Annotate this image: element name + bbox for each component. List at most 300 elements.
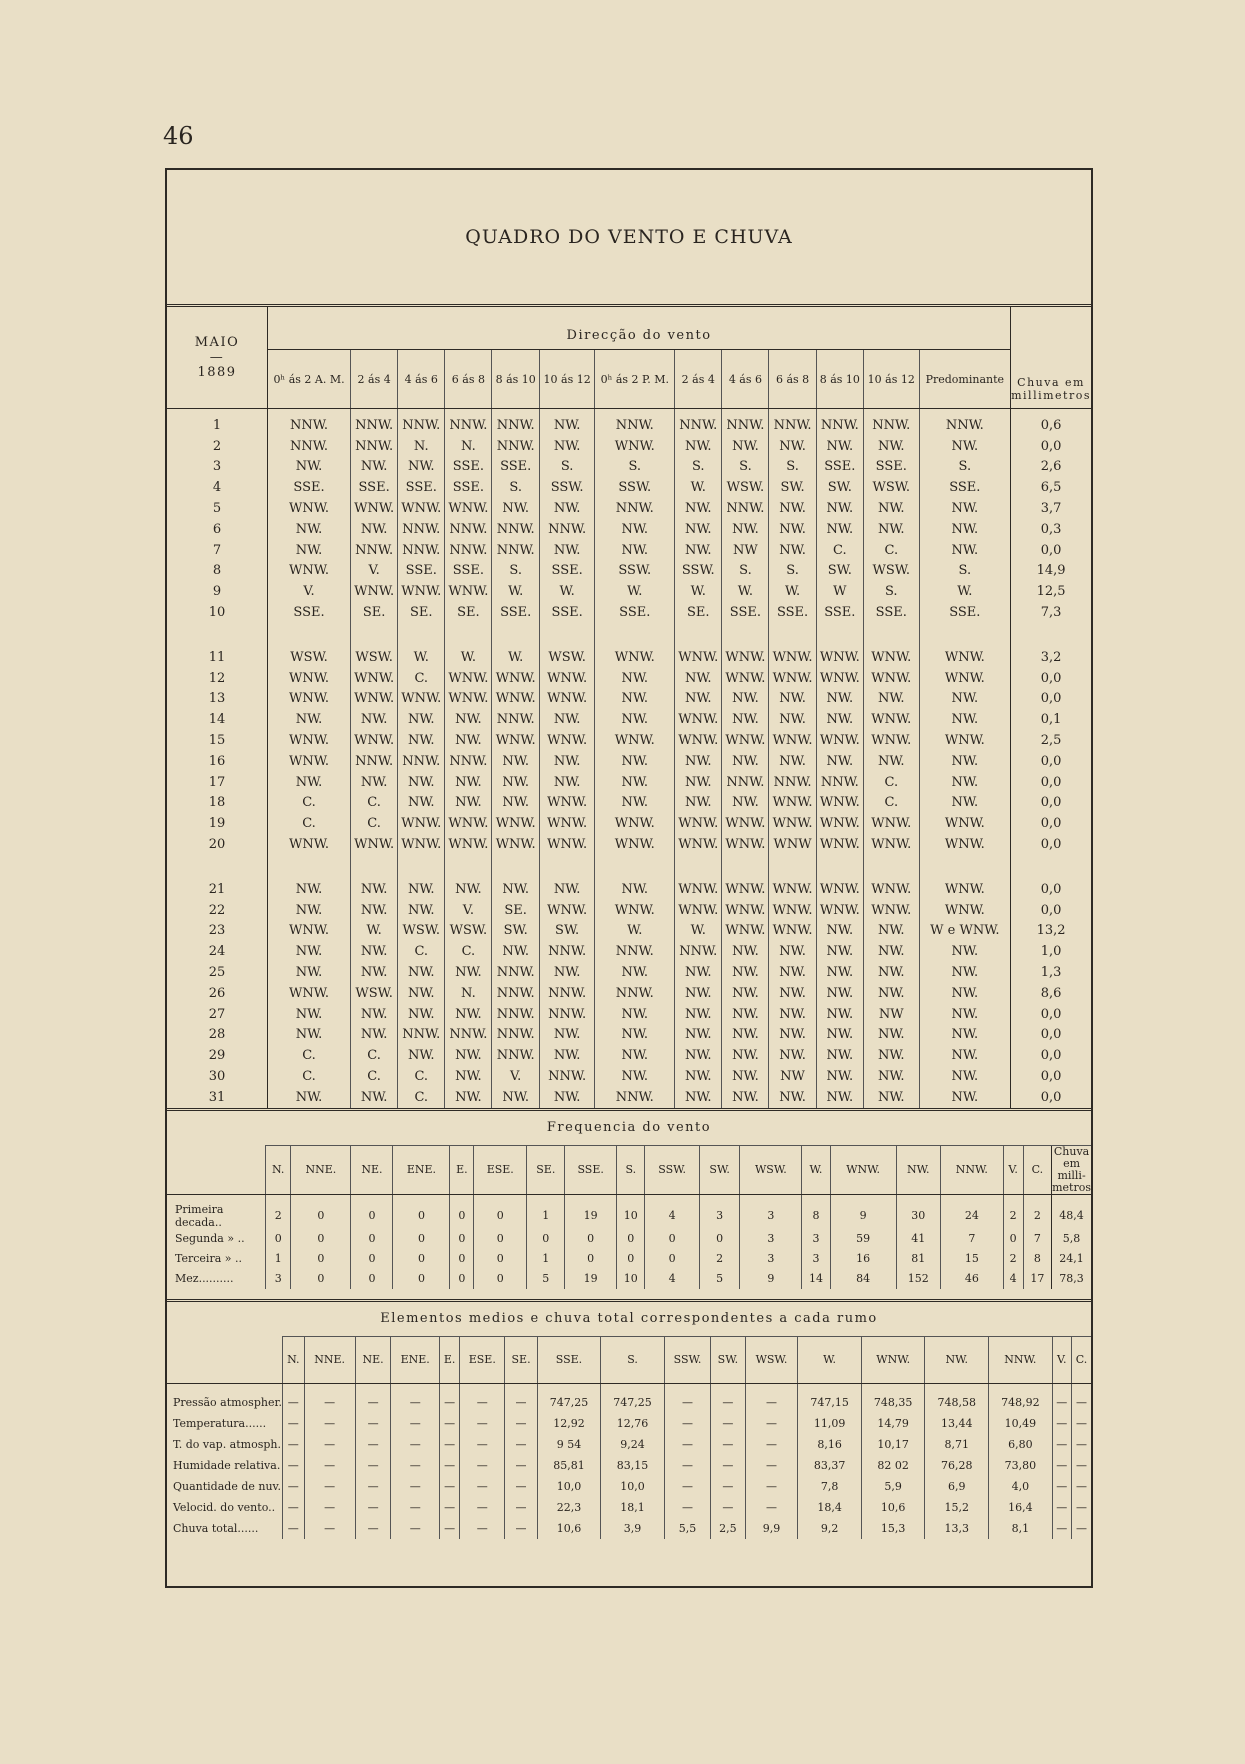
value-cell: 6,80 (989, 1434, 1053, 1455)
direction-cell: NNW. (398, 1025, 445, 1046)
direction-cell: SSE. (398, 561, 445, 582)
day-cell: 7 (167, 540, 268, 561)
value-cell: — (391, 1383, 440, 1413)
direction-cell: NNW. (351, 409, 398, 436)
direction-cell: WNW. (595, 900, 675, 921)
column-header: WSW. (745, 1336, 798, 1383)
column-header: SSW. (645, 1145, 699, 1194)
day-cell: 31 (167, 1087, 268, 1108)
column-header: ENE. (393, 1145, 450, 1194)
direction-cell: V. (492, 1066, 539, 1087)
direction-cell: NNW. (722, 409, 769, 436)
value-cell: 12,76 (601, 1413, 665, 1434)
direction-cell: WNW. (351, 689, 398, 710)
direction-cell: S. (769, 457, 816, 478)
direction-cell: WNW. (268, 498, 351, 519)
value-cell: 15,3 (861, 1518, 925, 1539)
rain-cell: 0,3 (1011, 519, 1091, 540)
rain-cell: 48,4 (1052, 1194, 1091, 1229)
value-cell: 9,2 (798, 1518, 862, 1539)
table-row (167, 647, 1091, 668)
value-cell: 9,24 (601, 1434, 665, 1455)
direction-cell: WNW. (816, 879, 863, 900)
direction-cell: NW. (919, 519, 1011, 540)
gap-cell (398, 855, 445, 879)
direction-cell: WNW. (492, 689, 539, 710)
direction-cell: W. (675, 581, 722, 602)
direction-cell: WNW. (539, 689, 594, 710)
direction-cell: NNW. (539, 983, 594, 1004)
value-cell: 9,9 (745, 1518, 798, 1539)
direction-cell: SSE. (816, 457, 863, 478)
direction-cell: WNW. (675, 709, 722, 730)
direction-cell: NW. (722, 751, 769, 772)
value-cell: 1 (527, 1249, 565, 1269)
column-header: 10 ás 12 (539, 350, 594, 409)
value-cell: 3 (740, 1194, 802, 1229)
direction-cell: NW. (864, 498, 919, 519)
value-cell: 2 (1023, 1194, 1052, 1229)
direction-cell: NW. (268, 1004, 351, 1025)
direction-cell: WNW. (864, 900, 919, 921)
direction-cell: NW. (864, 941, 919, 962)
direction-cell: NW. (445, 1045, 492, 1066)
column-header: SSW. (664, 1336, 710, 1383)
direction-cell: NW. (595, 689, 675, 710)
direction-cell: NW. (595, 879, 675, 900)
direction-cell: NW. (492, 751, 539, 772)
direction-cell: NW. (595, 1045, 675, 1066)
direction-cell: NW. (816, 941, 863, 962)
value-cell: 0 (450, 1229, 474, 1249)
value-cell: — (304, 1518, 355, 1539)
value-cell: — (460, 1497, 505, 1518)
rain-cell: 0,0 (1011, 1045, 1091, 1066)
direction-cell: NW. (816, 519, 863, 540)
direction-cell: WNW. (675, 647, 722, 668)
direction-cell: N. (445, 983, 492, 1004)
column-header: WSW. (740, 1145, 802, 1194)
table-title: QUADRO DO VENTO E CHUVA (167, 170, 1091, 307)
direction-cell: C. (268, 813, 351, 834)
gap-cell (167, 623, 268, 647)
direction-cell: NW. (351, 519, 398, 540)
value-cell: — (1052, 1413, 1071, 1434)
direction-cell: WNW. (445, 689, 492, 710)
direction-cell: NW. (864, 519, 919, 540)
elements-title: Elementos medios e chuva total correspondentes a cada rumo (380, 1310, 878, 1326)
direction-cell: NW. (398, 730, 445, 751)
table-row (167, 1066, 1091, 1087)
direction-cell: WNW. (492, 730, 539, 751)
value-cell: — (1071, 1434, 1091, 1455)
direction-cell: WSW. (351, 647, 398, 668)
gap-cell (675, 855, 722, 879)
direction-cell: S. (722, 457, 769, 478)
column-header: 0ʰ ás 2 P. M. (595, 350, 675, 409)
value-cell: 85,81 (537, 1455, 601, 1476)
value-cell: 10,49 (989, 1413, 1053, 1434)
direction-cell: NW. (351, 900, 398, 921)
value-cell: 59 (830, 1229, 896, 1249)
column-header: N. (266, 1145, 291, 1194)
value-cell: — (283, 1383, 305, 1413)
value-cell: — (283, 1413, 305, 1434)
value-cell: 30 (896, 1194, 940, 1229)
column-header: Predominante (919, 350, 1011, 409)
value-cell: 0 (291, 1229, 351, 1249)
rain-cell: 6,5 (1011, 477, 1091, 498)
row-label: Chuva total...... (173, 1521, 259, 1535)
gap-cell (722, 623, 769, 647)
gap-cell (864, 623, 919, 647)
gap-cell (816, 855, 863, 879)
value-cell: — (355, 1476, 391, 1497)
direction-cell: NW. (675, 498, 722, 519)
day-cell: 15 (167, 730, 268, 751)
value-cell: — (283, 1518, 305, 1539)
direction-cell: NW. (492, 772, 539, 793)
direction-cell: WNW. (398, 498, 445, 519)
direction-cell: SSE. (864, 602, 919, 623)
day-cell: 1 (167, 409, 268, 436)
direction-cell: NNW. (539, 519, 594, 540)
direction-cell: WSW. (722, 477, 769, 498)
table-row (167, 1434, 1091, 1455)
direction-cell: C. (398, 941, 445, 962)
value-cell: 83,15 (601, 1455, 665, 1476)
gap-cell (492, 855, 539, 879)
value-cell: — (505, 1455, 537, 1476)
day-cell: 21 (167, 879, 268, 900)
value-cell: — (304, 1455, 355, 1476)
table-row (167, 477, 1091, 498)
direction-cell: C. (864, 540, 919, 561)
direction-cell: WNW. (864, 709, 919, 730)
value-cell: 10,0 (601, 1476, 665, 1497)
direction-cell: WNW. (864, 879, 919, 900)
direction-cell: C. (351, 793, 398, 814)
value-cell: 81 (896, 1249, 940, 1269)
gap-cell (595, 855, 675, 879)
row-label: Temperatura...... (173, 1416, 267, 1430)
value-cell: — (1052, 1518, 1071, 1539)
direction-cell: SSE. (445, 561, 492, 582)
value-cell: 0 (474, 1249, 527, 1269)
direction-cell: NW. (919, 962, 1011, 983)
direction-cell: NW. (919, 1087, 1011, 1108)
value-cell: 0 (266, 1229, 291, 1249)
value-cell: — (1052, 1383, 1071, 1413)
direction-cell: S. (492, 561, 539, 582)
value-cell: 748,35 (861, 1383, 925, 1413)
direction-cell: SSE. (919, 602, 1011, 623)
gap-cell (445, 623, 492, 647)
value-cell: 0 (351, 1269, 393, 1289)
value-cell: — (1071, 1497, 1091, 1518)
column-header: ESE. (460, 1336, 505, 1383)
value-cell: — (711, 1434, 745, 1455)
column-header: E. (450, 1145, 474, 1194)
day-cell: 14 (167, 709, 268, 730)
value-cell: — (1071, 1413, 1091, 1434)
direction-cell: NW. (268, 519, 351, 540)
direction-cell: NW (864, 1004, 919, 1025)
value-cell: 10 (617, 1194, 645, 1229)
value-cell: 83,37 (798, 1455, 862, 1476)
direction-cell: S. (722, 561, 769, 582)
direction-cell: NNW. (492, 1004, 539, 1025)
value-cell: 2 (266, 1194, 291, 1229)
direction-cell: NW. (864, 1066, 919, 1087)
column-header: WNW. (830, 1145, 896, 1194)
direction-cell: NW. (445, 1004, 492, 1025)
column-header: SSE. (565, 1145, 617, 1194)
day-cell: 6 (167, 519, 268, 540)
direction-cell: NW. (351, 709, 398, 730)
direction-cell: NW. (445, 730, 492, 751)
gap-cell (167, 855, 268, 879)
day-cell: 22 (167, 900, 268, 921)
value-cell: — (304, 1434, 355, 1455)
direction-cell: NW. (492, 941, 539, 962)
direction-cell: NW. (398, 457, 445, 478)
direction-cell: NW. (595, 668, 675, 689)
direction-cell: S. (919, 561, 1011, 582)
value-cell: 3 (740, 1229, 802, 1249)
value-cell: — (505, 1497, 537, 1518)
rain-header: Chuva em milli-metros (1052, 1144, 1091, 1194)
direction-cell: NW. (769, 1025, 816, 1046)
direction-cell: NNW. (445, 519, 492, 540)
direction-cell: NNW. (816, 772, 863, 793)
value-cell: 0 (393, 1249, 450, 1269)
row-label-header (167, 1336, 283, 1383)
direction-cell: NW. (595, 1066, 675, 1087)
direction-cell: NW. (398, 962, 445, 983)
direction-cell: NW. (539, 1045, 594, 1066)
direction-cell: NW. (816, 498, 863, 519)
direction-cell: NW. (675, 519, 722, 540)
value-cell: 10,0 (537, 1476, 601, 1497)
value-cell: 3,9 (601, 1518, 665, 1539)
value-cell: 3 (802, 1229, 830, 1249)
direction-cell: WNW. (351, 730, 398, 751)
value-cell: 0 (565, 1249, 617, 1269)
column-header: SE. (527, 1145, 565, 1194)
value-cell: 0 (474, 1229, 527, 1249)
value-cell: — (440, 1383, 460, 1413)
direction-cell: WNW. (769, 921, 816, 942)
column-header: ESE. (474, 1145, 527, 1194)
value-cell: 0 (699, 1229, 740, 1249)
direction-cell: WNW. (351, 668, 398, 689)
rain-cell: 13,2 (1011, 921, 1091, 942)
value-cell: 747,25 (537, 1383, 601, 1413)
rain-cell: 24,1 (1052, 1249, 1091, 1269)
table-row (167, 1518, 1091, 1539)
rain-cell: 0,0 (1011, 813, 1091, 834)
direction-cell: WSW. (351, 983, 398, 1004)
value-cell: 18,4 (798, 1497, 862, 1518)
row-label: T. do vap. atmosph. (173, 1437, 281, 1451)
table-row (167, 457, 1091, 478)
direction-cell: WNW. (864, 647, 919, 668)
direction-cell: NW. (492, 498, 539, 519)
direction-cell: NW. (769, 519, 816, 540)
direction-cell: NW. (919, 1025, 1011, 1046)
value-cell: 8 (802, 1194, 830, 1229)
value-cell: 2 (1003, 1249, 1023, 1269)
value-cell: — (1052, 1434, 1071, 1455)
direction-cell: NNW. (351, 540, 398, 561)
direction-cell: NW. (816, 1025, 863, 1046)
direction-cell: WNW. (722, 921, 769, 942)
direction-cell: NW. (864, 751, 919, 772)
table-row (167, 498, 1091, 519)
direction-cell: W. (398, 647, 445, 668)
value-cell: 748,92 (989, 1383, 1053, 1413)
value-cell: — (355, 1518, 391, 1539)
value-cell: — (1052, 1497, 1071, 1518)
value-cell: — (440, 1455, 460, 1476)
direction-cell: NNW. (492, 1045, 539, 1066)
direction-header: Direcção do vento (268, 307, 1011, 350)
value-cell: — (460, 1476, 505, 1497)
direction-cell: NW. (816, 921, 863, 942)
gap-cell (351, 623, 398, 647)
column-header: C. (1071, 1336, 1091, 1383)
direction-cell: NW. (351, 457, 398, 478)
direction-cell: W. (595, 921, 675, 942)
direction-cell: WNW. (351, 498, 398, 519)
value-cell: — (1071, 1455, 1091, 1476)
direction-cell: NW. (268, 540, 351, 561)
direction-cell: NW. (539, 751, 594, 772)
rain-cell: 0,6 (1011, 409, 1091, 436)
value-cell: 0 (645, 1229, 699, 1249)
column-header: 8 ás 10 (816, 350, 863, 409)
gap-cell (864, 855, 919, 879)
direction-cell: NW. (864, 1087, 919, 1108)
direction-cell: NW. (816, 1087, 863, 1108)
direction-cell: NNW. (492, 519, 539, 540)
direction-cell: NNW. (351, 436, 398, 457)
direction-cell: NW. (351, 879, 398, 900)
direction-cell: W. (595, 581, 675, 602)
direction-cell: SE. (351, 602, 398, 623)
decade-gap (167, 855, 1091, 879)
direction-cell: SSE. (445, 457, 492, 478)
direction-cell: NW. (351, 1004, 398, 1025)
direction-cell: WNW. (268, 689, 351, 710)
gap-cell (919, 623, 1011, 647)
value-cell: 73,80 (989, 1455, 1053, 1476)
table-row (167, 921, 1091, 942)
row-label: Segunda » .. (175, 1232, 245, 1246)
direction-cell: S. (539, 457, 594, 478)
direction-cell: SW. (492, 921, 539, 942)
value-cell: 0 (617, 1249, 645, 1269)
direction-cell: NW. (268, 1025, 351, 1046)
column-header: NNE. (304, 1336, 355, 1383)
value-cell: 0 (291, 1194, 351, 1229)
rain-cell: 2,5 (1011, 730, 1091, 751)
direction-cell: WNW. (722, 834, 769, 855)
direction-cell: NW. (268, 457, 351, 478)
direction-cell: NW. (539, 709, 594, 730)
direction-cell: NW. (445, 879, 492, 900)
frequency-table (167, 1145, 1091, 1289)
direction-cell: NW. (595, 1025, 675, 1046)
direction-cell: NNW. (398, 409, 445, 436)
value-cell: 3 (740, 1249, 802, 1269)
direction-cell: WNW. (595, 647, 675, 668)
value-cell: — (440, 1413, 460, 1434)
value-cell: 9 54 (537, 1434, 601, 1455)
direction-cell: NNW. (539, 941, 594, 962)
direction-cell: NW. (769, 540, 816, 561)
direction-cell: WNW. (919, 879, 1011, 900)
direction-cell: NW. (919, 1004, 1011, 1025)
direction-cell: WSW. (864, 561, 919, 582)
value-cell: 0 (291, 1249, 351, 1269)
direction-cell: SSE. (769, 602, 816, 623)
direction-cell: C. (864, 772, 919, 793)
direction-cell: NW. (675, 1004, 722, 1025)
value-cell: 76,28 (925, 1455, 989, 1476)
value-cell: 10 (617, 1269, 645, 1289)
direction-cell: NW. (919, 751, 1011, 772)
value-cell: — (711, 1383, 745, 1413)
direction-cell: WNW. (492, 668, 539, 689)
day-cell: 10 (167, 602, 268, 623)
value-cell: — (283, 1455, 305, 1476)
value-cell: 0 (351, 1249, 393, 1269)
value-cell: 0 (351, 1194, 393, 1229)
direction-cell: NW. (816, 436, 863, 457)
direction-cell: NNW. (769, 409, 816, 436)
direction-cell: WNW. (398, 581, 445, 602)
direction-cell: W. (492, 581, 539, 602)
value-cell: 5 (527, 1269, 565, 1289)
direction-cell: WSW. (864, 477, 919, 498)
day-cell: 13 (167, 689, 268, 710)
direction-cell: NW. (595, 772, 675, 793)
direction-cell: NW. (864, 1025, 919, 1046)
rain-cell: 7,3 (1011, 602, 1091, 623)
direction-cell: NW. (864, 436, 919, 457)
direction-cell: NNW. (492, 962, 539, 983)
column-header: NNW. (941, 1145, 1004, 1194)
value-cell: — (355, 1497, 391, 1518)
value-cell: 4 (645, 1269, 699, 1289)
value-cell: 748,58 (925, 1383, 989, 1413)
value-cell: 13,44 (925, 1413, 989, 1434)
direction-cell: NNW. (539, 1066, 594, 1087)
direction-cell: NNW. (492, 436, 539, 457)
day-cell: 3 (167, 457, 268, 478)
value-cell: 0 (1003, 1229, 1023, 1249)
value-cell: 8,1 (989, 1518, 1053, 1539)
month-label: MAIO (194, 335, 240, 350)
direction-cell: NNW. (445, 751, 492, 772)
column-header: 4 ás 6 (722, 350, 769, 409)
direction-cell: NW. (769, 689, 816, 710)
value-cell: 19 (565, 1269, 617, 1289)
direction-cell: NW. (769, 941, 816, 962)
direction-cell: SE. (445, 602, 492, 623)
